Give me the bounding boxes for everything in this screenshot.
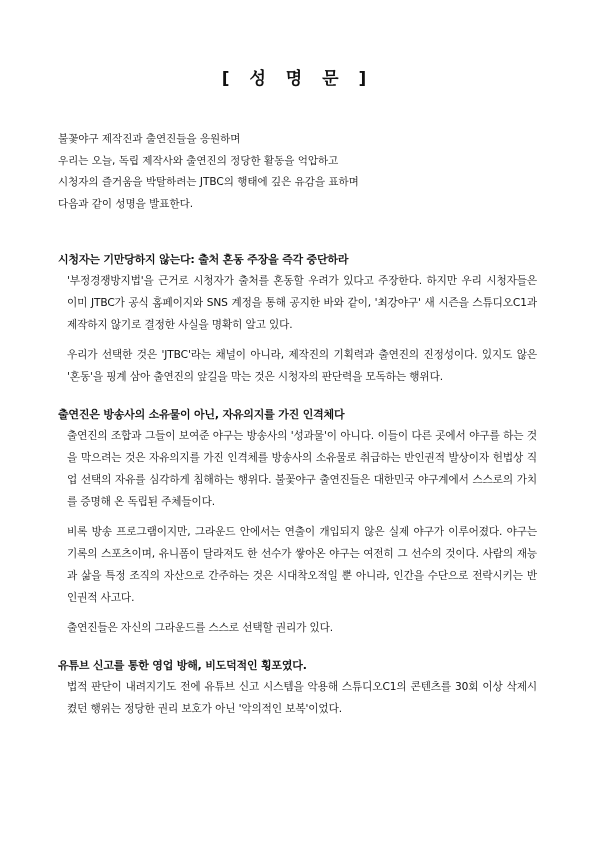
section-paragraph: 출연진의 조합과 그들이 보여준 야구는 방송사의 '성과물'이 아니다. 이들이 다른 곳에서 야구를 하는 것을 막으려는 것은 자유의지를 가진 인격체를 방송사의 소유물로 취급하는 반인권적 발상이자 헌법상 직업 선택의 자유를 심각하게 침해하는 행위다. 불꽃야구 출연진들은 대한민국 야구계에서 스스로의 가치를 증명해 온 독립된 주체들이다. (67, 430, 537, 508)
section-heading: 출연진은 방송사의 소유물이 아닌, 자유의지를 가진 인격체다 (58, 408, 345, 421)
section-heading: 유튜브 신고를 통한 영업 방해, 비도덕적인 횡포였다. (58, 659, 307, 672)
section-paragraph: 법적 판단이 내려지기도 전에 유튜브 신고 시스템을 악용해 스튜디오C1의 콘텐츠를 30회 이상 삭제시켰던 행위는 정당한 권리 보호가 아닌 '악의적인 보복'이었다. (67, 681, 537, 715)
section-youtube (58, 658, 537, 720)
section-viewers (58, 252, 537, 388)
section-paragraph: 출연진들은 자신의 그라운드를 스스로 선택할 권리가 있다. (67, 622, 334, 634)
intro-block (58, 129, 537, 215)
section-paragraph: 우리가 선택한 것은 'JTBC'라는 채널이 아니라, 제작진의 기획력과 출연진의 진정성이다. 있지도 않은 '혼동'을 핑계 삼아 출연진의 앞길을 막는 것은 시청자의 판단력을 모독하는 행위다. (67, 349, 537, 383)
section-heading: 시청자는 기만당하지 않는다: 출처 혼동 주장을 즉각 중단하라 (58, 253, 349, 266)
intro-line: 우리는 오늘, 독립 제작사와 출연진의 정당한 활동을 억압하고 (58, 154, 339, 167)
section-paragraph: '부정경쟁방지법'을 근거로 시청자가 출처를 혼동할 우려가 있다고 주장한다. 하지만 우리 시청자들은 이미 JTBC가 공식 홈페이지와 SNS 계정을 통해 공지한 바와 같이, '최강야구' 새 시즌을 스튜디오C1과 제작하지 않기로 결정한 사실을 명확히 알고 있다. (67, 275, 537, 331)
intro-line: 불꽃야구 제작진과 출연진들을 응원하며 (58, 133, 241, 145)
document-title: [ 성 명 문 ] (221, 69, 374, 89)
intro-line: 다음과 같이 성명을 발표한다. (58, 197, 194, 210)
section-paragraph: 비록 방송 프로그램이지만, 그라운드 안에서는 연출이 개입되지 않은 실제 야구가 이루어졌다. 야구는 기록의 스포츠이며, 유니폼이 달라져도 한 선수가 쌓아온 야구는 여전히 그 선수의 것이다. 사람의 재능과 삶을 특정 조직의 자산으로 간주하는 것은 시대착오적일 뿐 아니라, 인간을 수단으로 전락시키는 반인권적 사고다. (67, 526, 537, 604)
intro-line: 시청자의 즐거움을 박탈하려는 JTBC의 행태에 깊은 유감을 표하며 (58, 176, 359, 188)
section-cast (58, 407, 537, 639)
